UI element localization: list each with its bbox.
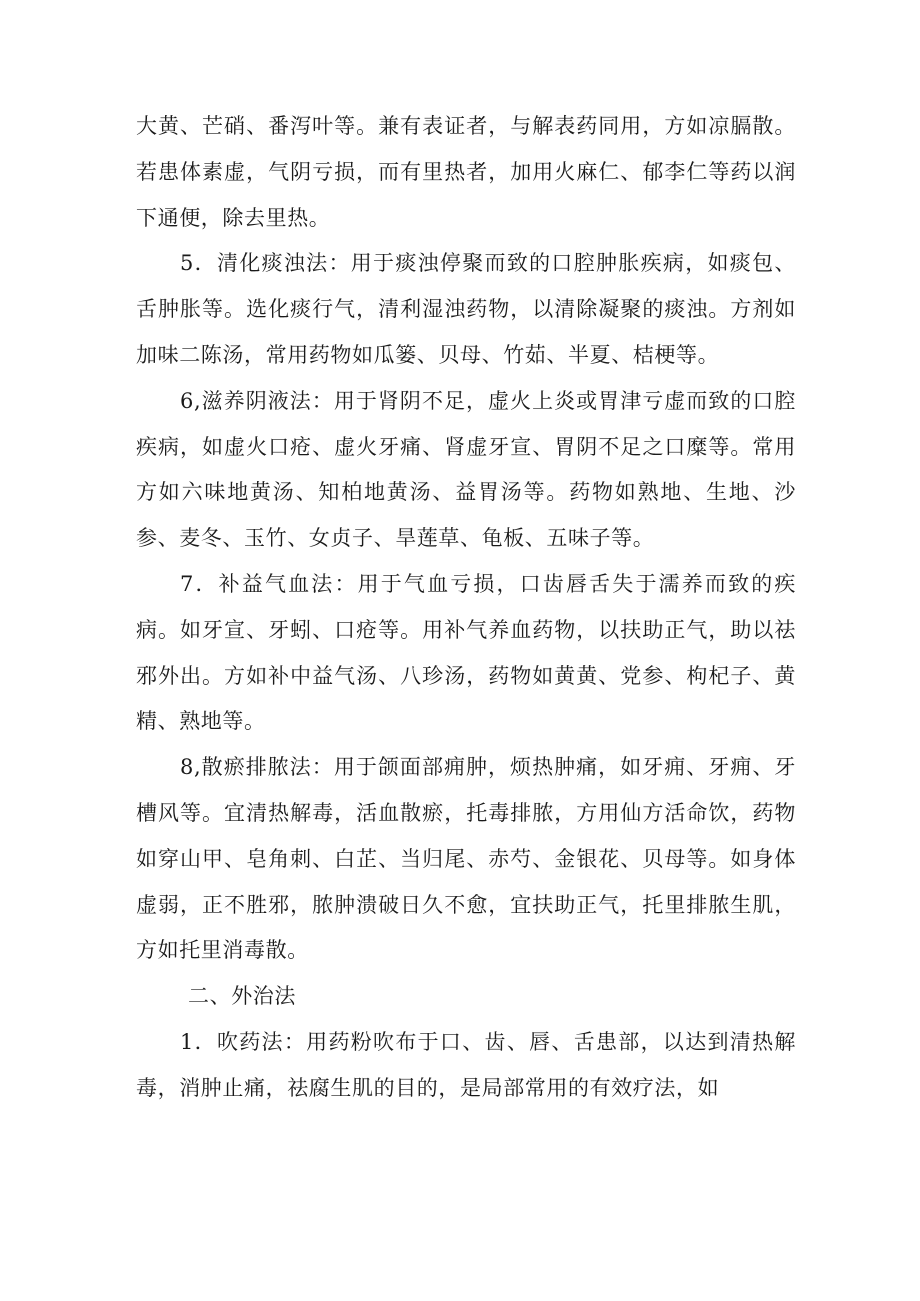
paragraph-external-method-1: 1．吹药法：用药粉吹布于口、齿、唇、舌患部，以达到清热解毒，消肿止痛，祛腐生肌的目的，是局部常用的有效疗法，如 bbox=[136, 1029, 796, 1100]
paragraph-continuation: 大黄、芒硝、番泻叶等。兼有表证者，与解表药同用，方如凉膈散。若患体素虚，气阴亏损，而有里热者，加用火麻仁、郁李仁等药以润下通便，除去里热。 bbox=[136, 114, 796, 230]
document-body bbox=[136, 104, 796, 1112]
paragraph-method-6: 6,滋养阴液法：用于肾阴不足，虚火上炎或胃津亏虚而致的口腔疾病，如虚火口疮、虚火牙痛、肾虚牙宣、胃阴不足之口糜等。常用方如六味地黄汤、知柏地黄汤、益胃汤等。药物如熟地、生地、沙参、麦冬、玉竹、女贞子、旱莲草、龟板、五味子等。 bbox=[136, 388, 796, 551]
paragraph-method-8: 8,散瘀排脓法：用于颌面部痈肿，烦热肿痛，如牙痈、牙痈、牙槽风等。宜清热解毒，活血散瘀，托毒排脓，方用仙方活命饮，药物如穿山甲、皂角刺、白芷、当归尾、赤芍、金银花、贝母等。如身体虚弱，正不胜邪，脓肿溃破日久不愈，宜扶助正气，托里排脓生肌，方如托里消毒散。 bbox=[136, 755, 796, 963]
paragraph-method-5: 5．清化痰浊法：用于痰浊停聚而致的口腔肿胀疾病，如痰包、舌肿胀等。选化痰行气，清利湿浊药物，以清除凝聚的痰浊。方剂如加味二陈汤，常用药物如瓜篓、贝母、竹茹、半夏、桔梗等。 bbox=[136, 251, 796, 367]
section-heading-external-treatment: 二、外治法 bbox=[188, 984, 296, 1009]
paragraph-method-7: 7．补益气血法：用于气血亏损，口齿唇舌失于濡养而致的疾病。如牙宣、牙蚓、口疮等。用补气养血药物，以扶助正气，助以祛邪外出。方如补中益气汤、八珍汤，药物如黄黄、党参、枸杞子、黄精、熟地等。 bbox=[136, 571, 796, 734]
